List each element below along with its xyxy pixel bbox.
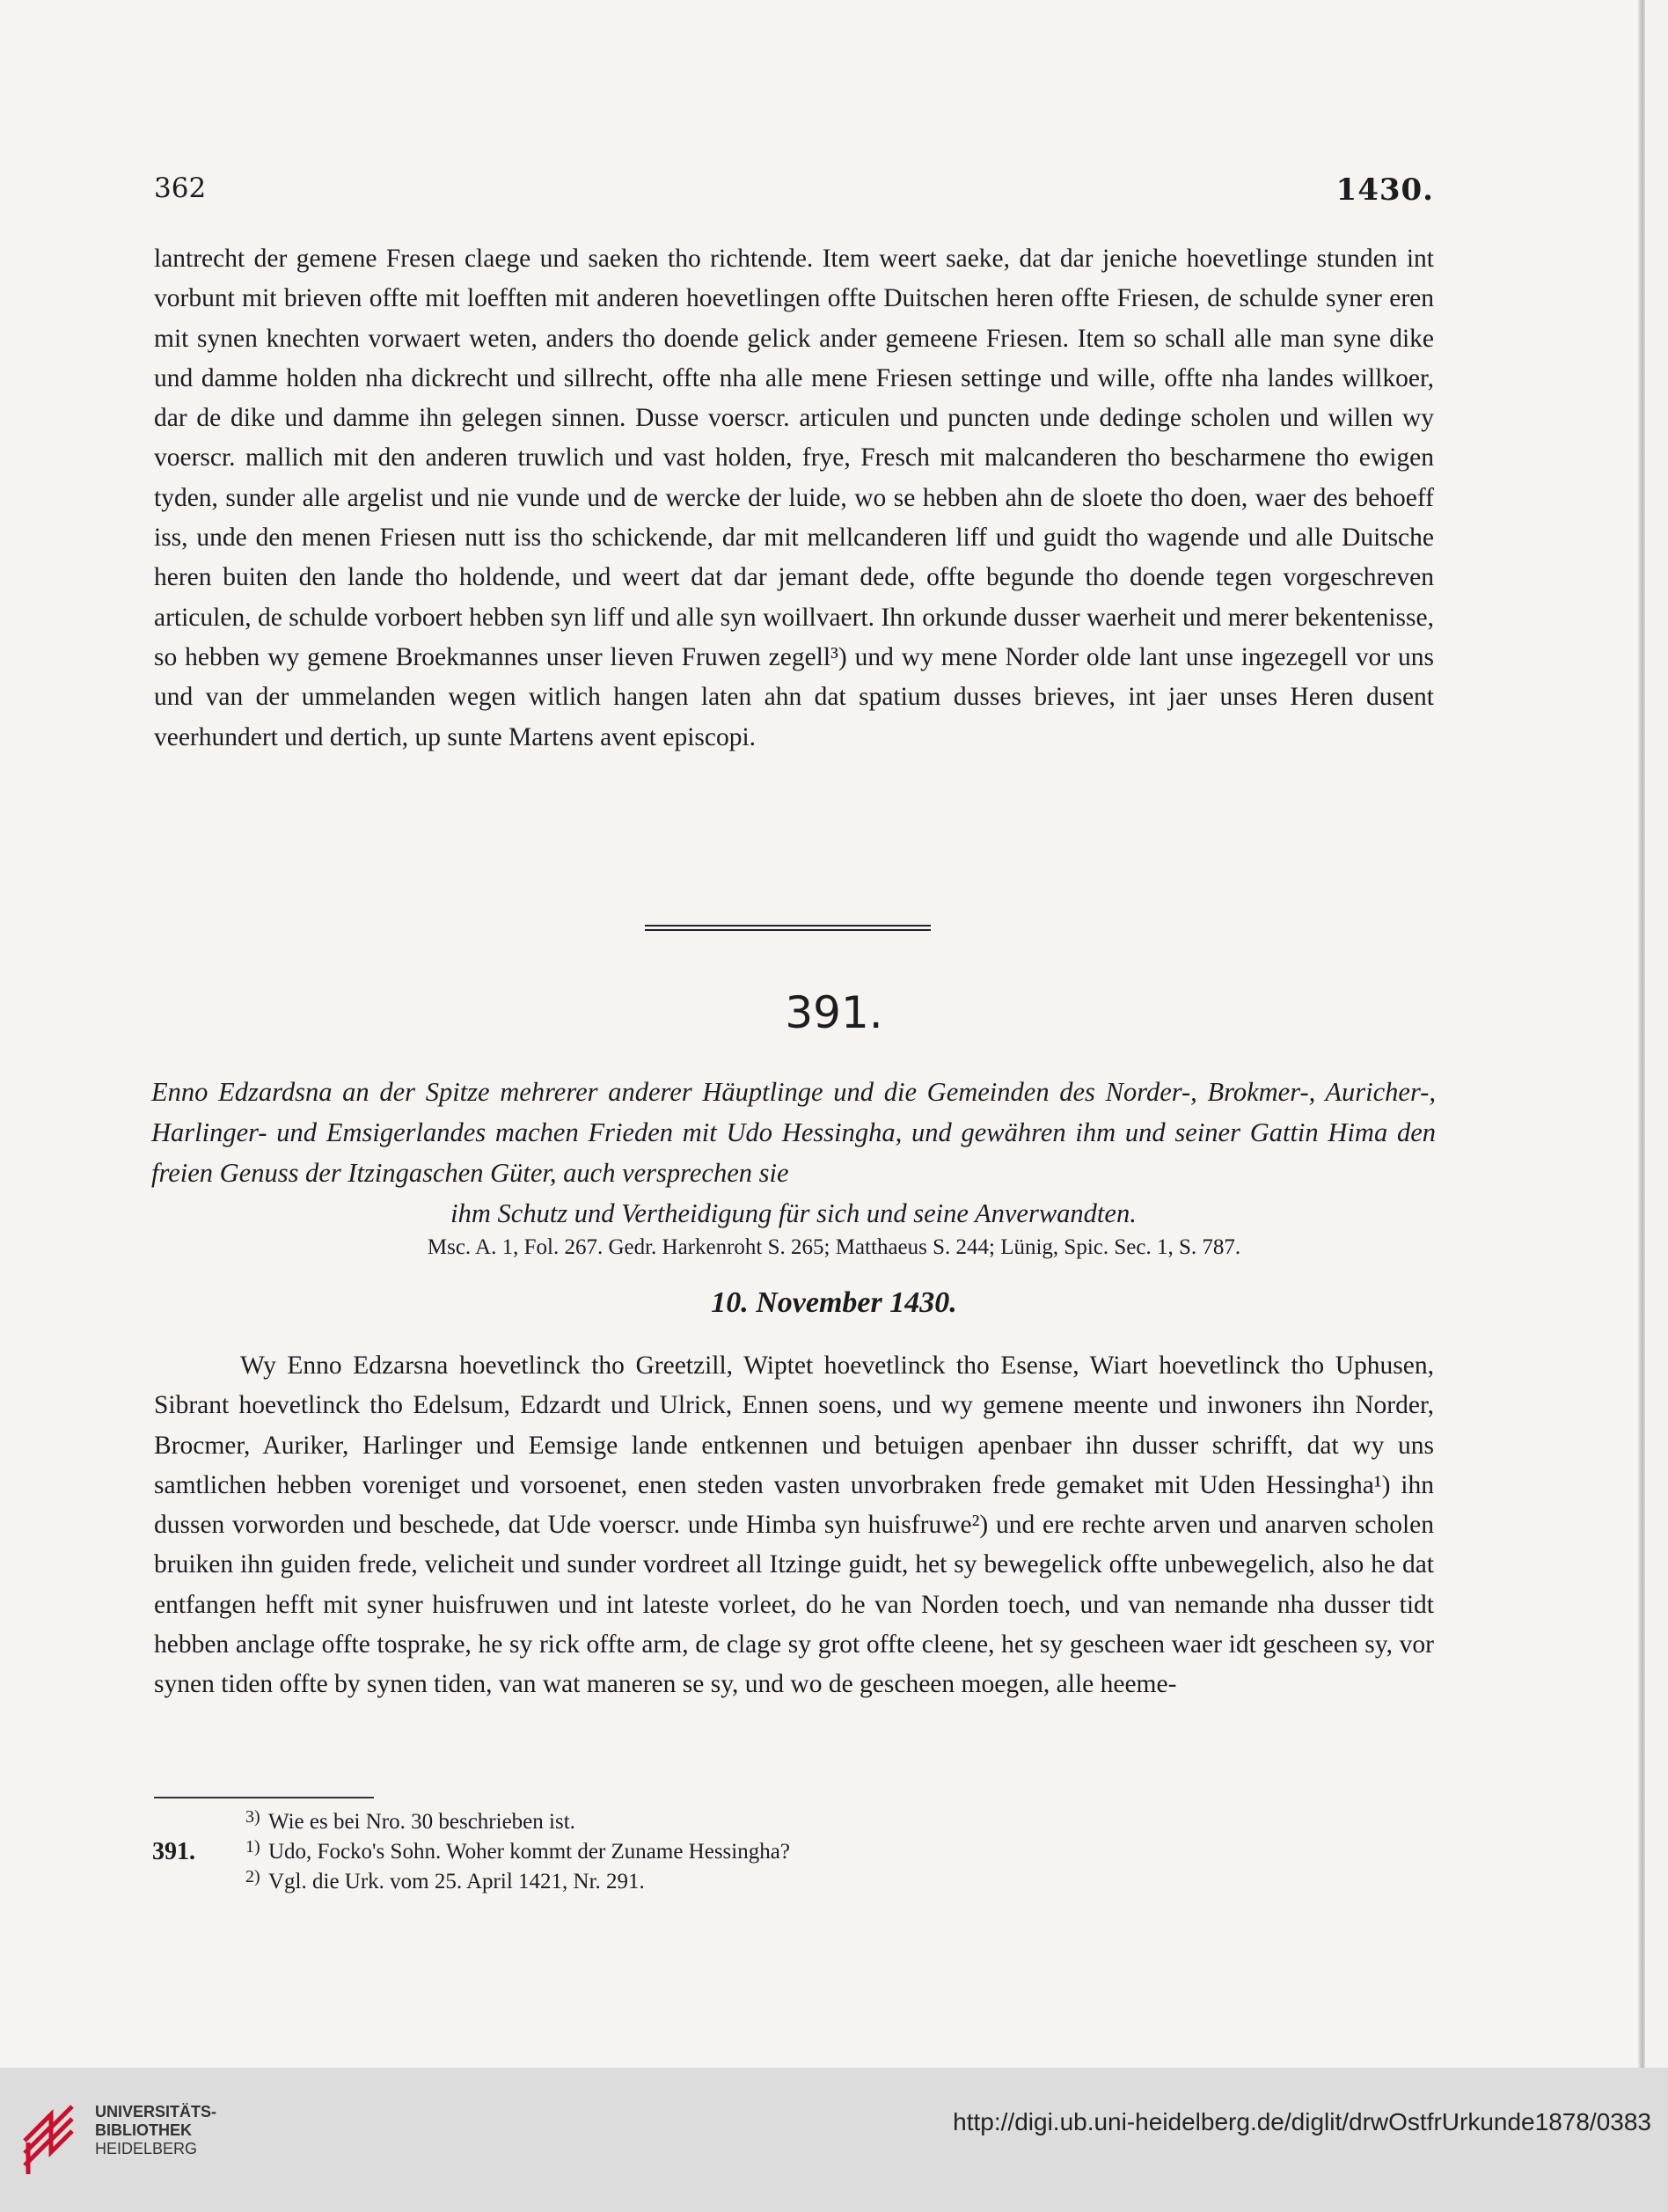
document-summary — [151, 1072, 1436, 1234]
footnote-mark: 3) — [245, 1807, 260, 1827]
footnote-text: Wie es bei Nro. 30 beschrieben ist. — [268, 1810, 575, 1834]
document-number: 391. — [785, 987, 883, 1038]
page-header — [154, 172, 1434, 215]
section-divider — [645, 925, 931, 931]
summary-last-line: ihm Schutz und Vertheidigung für sich und seine Anverwandten. — [450, 1198, 1137, 1228]
paragraph-text: Wy Enno Edzarsna hoevetlinck tho Greetzill, Wiptet hoevetlinck tho Esense, Wiart hoevetlinck tho Uphusen, Sibrant hoevetlinck tho Edelsum, Edzardt und Ulrick, Ennen soens, und wy gemene meente und inwoners ihn Norder, Brocmer, Auriker, Harlinger und Eemsige lande entkennen und betuigen apenbaer ihn dusser schrifft, dat wy uns samtlichen hebben voreniget und vorsoenet, enen steden vasten unvorbraken frede gemaket mit Uden Hessingha¹) ihn dussen vorworden und beschede, dat Ude voerscr. unde Himba syn huisfruwe²) und ere rechte arven und anarven scholen bruiken ihn guiden frede, velicheit und sunder vordreet all Itzinge guidt, het sy bewegelick offte unbewegelich, also he dat entfangen hefft mit syner huisfruwen und int lateste vorleet, do he van Norden toech, und van nemande nha dusser tidt hebben anclage offte tosprake, he sy rick offte arm, de clage sy grot offte cleene, het sy gescheen waer idt gescheen sy, vor synen tiden offte by synen tiden, van wat maneren se sy, und wo de gescheen moegen, alle heeme- — [154, 1351, 1434, 1699]
footnote-mark: 2) — [245, 1867, 260, 1886]
footnote-rule — [154, 1797, 374, 1798]
paragraph-text: lantrecht der gemene Fresen claege und saeken tho richtende. Item weert saeke, dat dar jeniche hoevetlinge stunden int vorbunt mit brieven offte mit loefften mit anderen hoevetlingen offte Duitschen heren offte Friesen, de schulde syner eren mit synen knechten vorwaert weten, anders tho doende gelick ander gemeene Friesen. Item so schall alle man syne dike und damme holden nha dickrecht und sillrecht, offte nha alle mene Friesen settinge und wille, offte nha landes willkoer, dar de dike und damme ihn gelegen sinnen. Dusse voerscr. articulen und puncten unde dedinge scholen und willen wy voerscr. mallich mit den anderen truwlich und vast holden, frye, Fresch mit malcanderen tho bescharmene tho ewigen tyden, sunder alle argelist und nie vunde und de wercke der luide, wo se hebben ahn de sloete tho doen, waer des behoeff iss, unde den menen Friesen nutt iss tho schickende, dar mit mellcanderen liff und guidt tho wagende und alle Duitsche heren buiten den lande tho holdende, und weert dat dar jemant dede, offte begunde tho doende tegen vorgeschreven articulen, de schulde vorboert hebben syn liff und alle syn woillvaert. Ihn orkunde dusser waerheit und merer bekentenisse, so hebben wy gemene Broekmannes unser lieven Fruwen zegell³) und wy mene Norder olde lant unse ingezegell vor uns und van der ummelanden wegen witlich hangen laten ahn dat spatium dusses brieves, int jaer unses Heren dusent veerhundert und dertich, up sunte Martens avent episcopi. — [154, 245, 1434, 751]
library-logo-icon[interactable] — [18, 2088, 79, 2190]
footnote-text: Vgl. die Urk. vom 25. April 1421, Nr. 291. — [268, 1870, 645, 1893]
continued-charter-text — [154, 239, 1434, 758]
footnote — [154, 1837, 1210, 1867]
footnote-text: Udo, Focko's Sohn. Woher kommt der Zuname Hessingha? — [268, 1840, 790, 1864]
document-date: 10. November 1430. — [711, 1286, 957, 1319]
footnote — [154, 1867, 1210, 1897]
footnote-docref: 391. — [152, 1838, 195, 1865]
library-name-line: HEIDELBERG — [95, 2140, 198, 2157]
footnotes — [154, 1807, 1210, 1897]
footnote — [154, 1807, 1210, 1837]
library-name-line: UNIVERSITÄTS- — [95, 2103, 217, 2120]
charter-text — [154, 1346, 1434, 1705]
page-year: 1430. — [1335, 172, 1434, 208]
summary-text: Enno Edzardsna an der Spitze mehrerer anderer Häuptlinge und die Gemeinden des Norder-, Brokmer-, Auricher-, Harlinger- und Emsigerlandes machen Frieden mit Udo Hessingha, und gewähren ihm und seiner Gattin Hima den freien Genuss der Itzingaschen Güter, auch versprechen sie — [151, 1077, 1436, 1188]
footnote-mark: 1) — [245, 1837, 260, 1857]
viewer-footer — [0, 2068, 1668, 2212]
permalink-url[interactable]: http://digi.ub.uni-heidelberg.de/diglit/drwOstfrUrkunde1878/0383 — [953, 2108, 1651, 2135]
library-name — [95, 2103, 216, 2158]
page-number: 362 — [154, 172, 207, 204]
source-references: Msc. A. 1, Fol. 267. Gedr. Harkenroht S. 265; Matthaeus S. 244; Lünig, Spic. Sec. 1, S. 787. — [427, 1235, 1241, 1259]
library-name-line: BIBLIOTHEK — [95, 2121, 192, 2139]
